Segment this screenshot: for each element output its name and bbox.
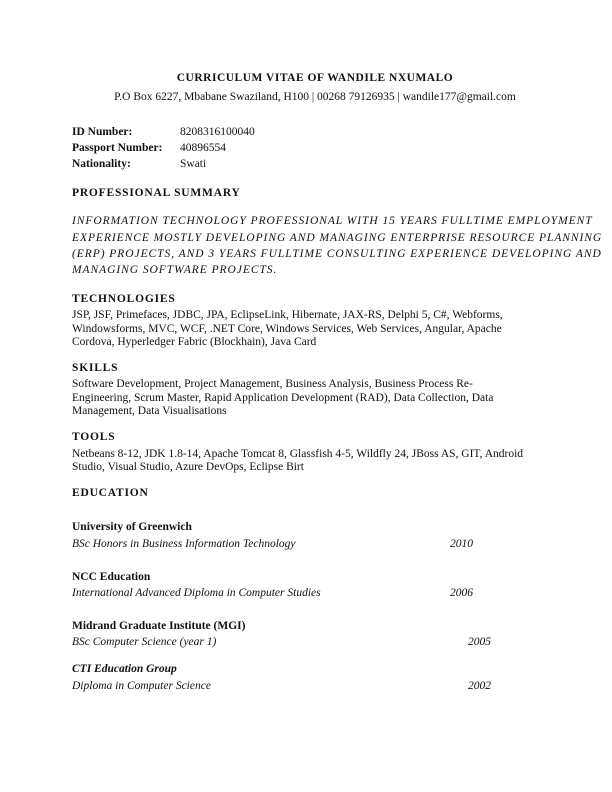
qualification: BSc Honors in Business Information Technology [72, 538, 296, 550]
passport-value: 40896554 [180, 142, 226, 154]
skills-line: Engineering, Scrum Master, Rapid Application Development (RAD), Data Collection, Data [72, 392, 494, 404]
document-title: CURRICULUM VITAE OF WANDILE NXUMALO [176, 72, 454, 84]
year: 2002 [468, 680, 491, 692]
summary-line: MANAGING SOFTWARE PROJECTS. [72, 264, 278, 276]
summary-line: EXPERIENCE MOSTLY DEVELOPING AND MANAGING ENTERPRISE RESOURCE PLANNING [72, 232, 603, 244]
summary-line: (ERP) PROJECTS, AND 3 YEARS FULLTIME CONSULTING EXPERIENCE DEVELOPING AND [72, 248, 602, 260]
year: 2010 [450, 538, 473, 550]
technologies-heading: TECHNOLOGIES [72, 293, 176, 305]
passport-label: Passport Number: [72, 142, 163, 154]
qualification: BSc Computer Science (year 1) [72, 636, 217, 648]
institution: Midrand Graduate Institute (MGI) [72, 620, 246, 632]
skills-heading: SKILLS [72, 362, 119, 374]
summary-heading: PROFESSIONAL SUMMARY [72, 187, 241, 199]
technologies-line: JSP, JSF, Primefaces, JDBC, JPA, EclipseLink, Hibernate, JAX-RS, Delphi 5, C#, Webforms, [72, 309, 503, 321]
qualification: Diploma in Computer Science [72, 680, 211, 692]
skills-line: Software Development, Project Management, Business Analysis, Business Process Re- [72, 378, 473, 390]
summary-line: INFORMATION TECHNOLOGY PROFESSIONAL WITH 15 YEARS FULLTIME EMPLOYMENT [72, 215, 593, 227]
contact-line: P.O Box 6227, Mbabane Swaziland, H100 | 00268 79126935 | wandile177@gmail.com [114, 91, 516, 103]
tools-line: Studio, Visual Studio, Azure DevOps, Eclipse Birt [72, 461, 304, 473]
nationality-value: Swati [180, 158, 207, 170]
tools-line: Netbeans 8-12, JDK 1.8-14, Apache Tomcat 8, Glassfish 4-5, Wildfly 24, JBoss AS, GIT, Android [72, 448, 524, 460]
institution: CTI Education Group [72, 663, 177, 675]
skills-line: Management, Data Visualisations [72, 405, 227, 417]
education-heading: EDUCATION [72, 487, 149, 499]
institution: NCC Education [72, 571, 151, 583]
year: 2005 [468, 636, 491, 648]
institution: University of Greenwich [72, 521, 192, 533]
technologies-line: Windowsforms, MVC, WCF, .NET Core, Windows Services, Web Services, Angular, Apache [72, 323, 502, 335]
year: 2006 [450, 587, 473, 599]
id-value: 8208316100040 [180, 126, 255, 138]
qualification: International Advanced Diploma in Computer Studies [72, 587, 321, 599]
nationality-label: Nationality: [72, 158, 131, 170]
technologies-line: Cordova, Hyperledger Fabric (Blockhain), Java Card [72, 336, 317, 348]
tools-heading: TOOLS [72, 431, 116, 443]
id-label: ID Number: [72, 126, 133, 138]
